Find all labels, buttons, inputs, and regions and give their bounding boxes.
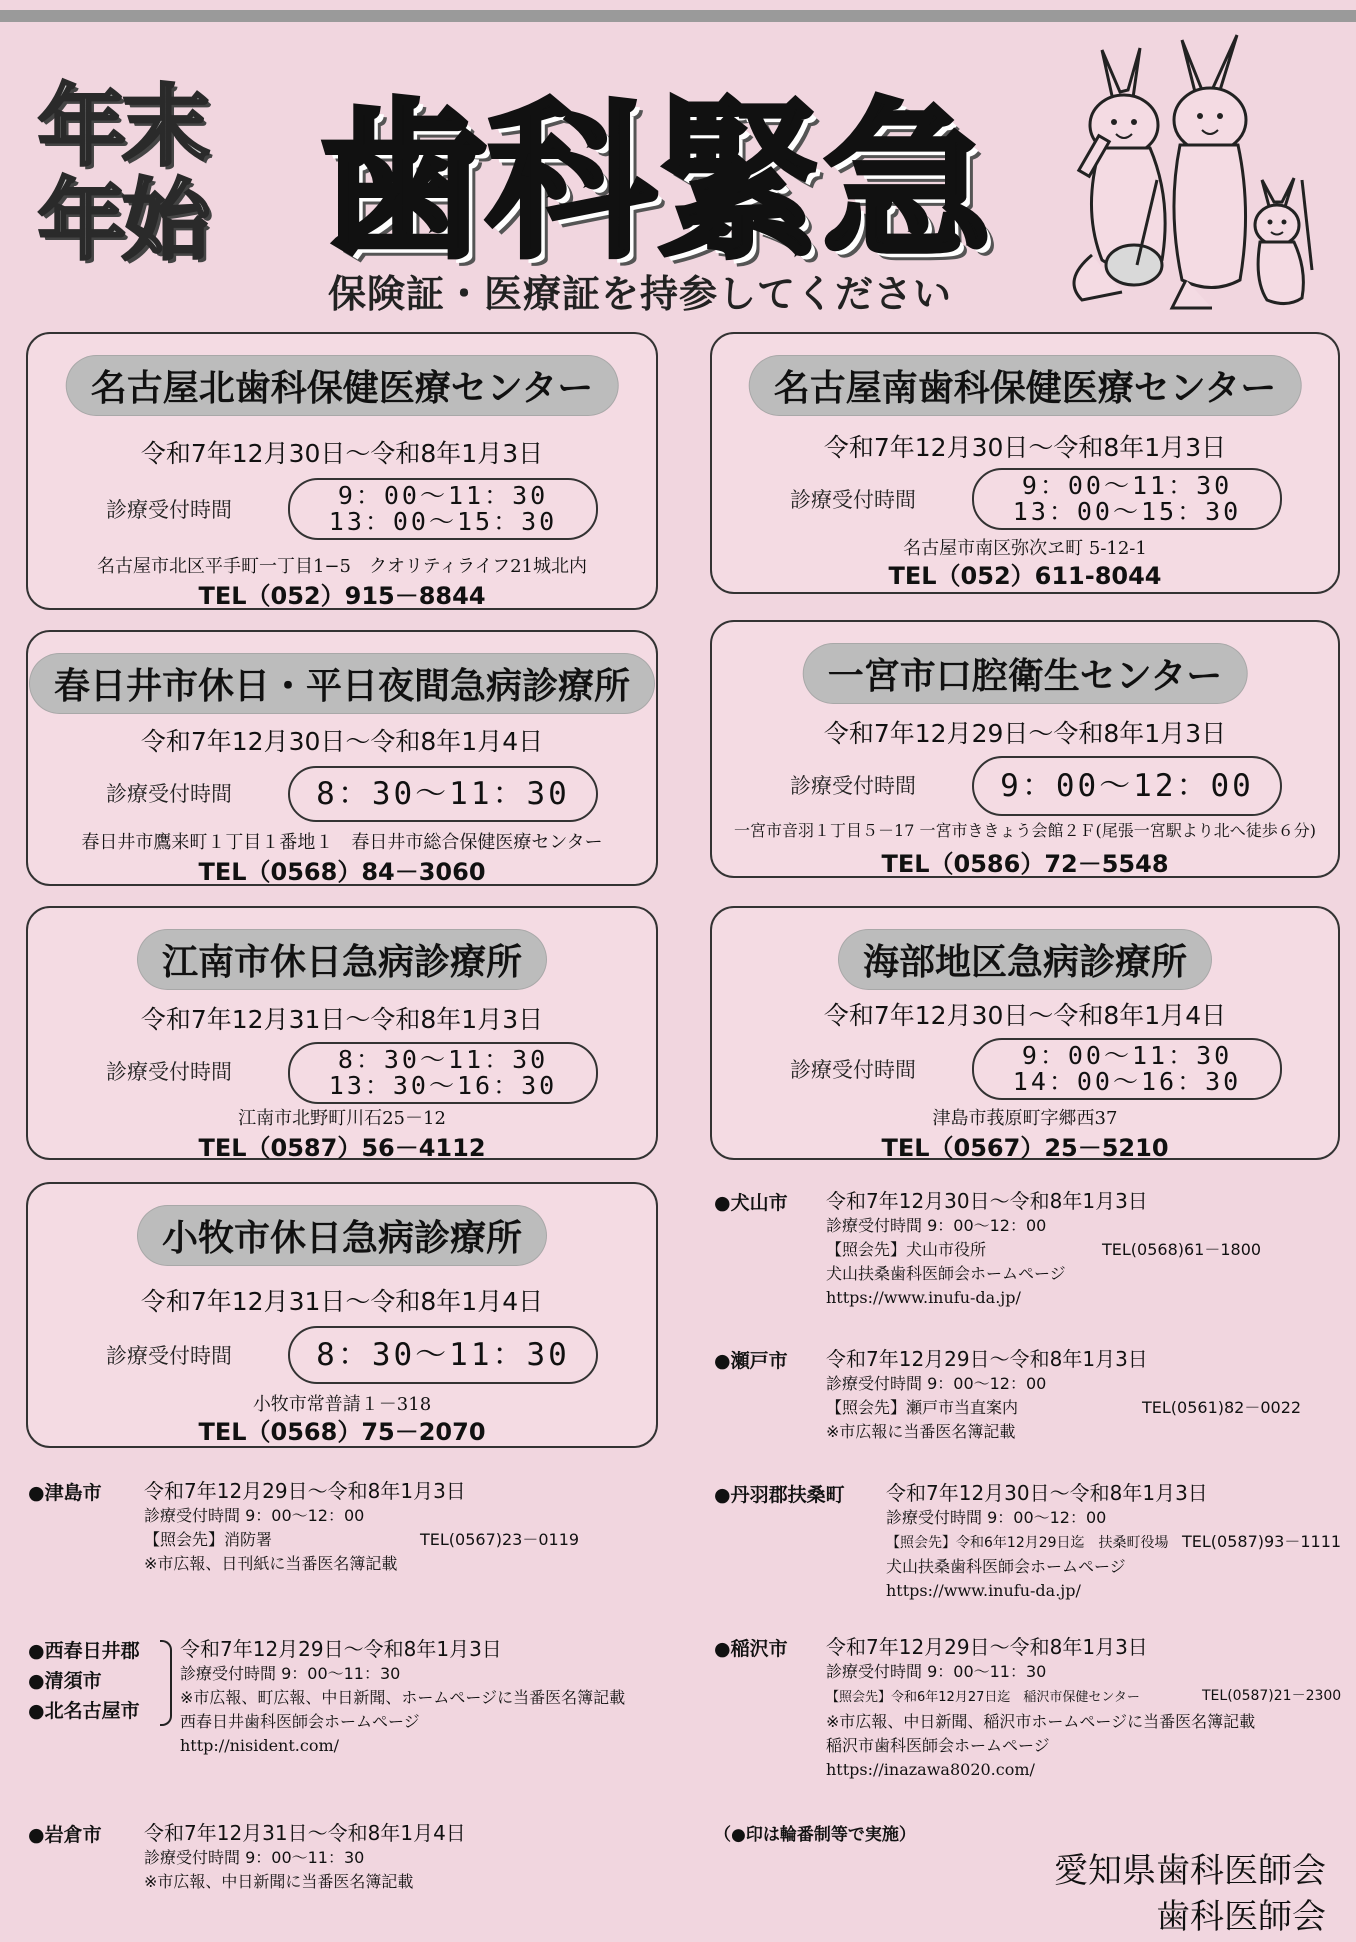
footer-org-2: 歯科医師会 bbox=[1156, 1897, 1326, 1937]
clinic-address: 江南市北野町川石25－12 bbox=[238, 1108, 446, 1129]
hours-label: 診療受付時間 bbox=[790, 1058, 916, 1082]
city-url[interactable]: https://inazawa8020.com/ bbox=[826, 1760, 1035, 1779]
hours-pill bbox=[288, 478, 598, 540]
hours-slot-2: 14：00～16：30 bbox=[1012, 1067, 1242, 1096]
clinic-card-kasugai bbox=[26, 630, 658, 886]
hours-slot-1: 8：30～11：30 bbox=[337, 1045, 549, 1074]
city-tel: TEL(0561)82－0022 bbox=[1142, 1398, 1302, 1417]
clinic-name: 海部地区急病診療所 bbox=[839, 930, 1211, 989]
hours-pill bbox=[972, 756, 1282, 816]
clinic-tel: TEL（052）915－8844 bbox=[198, 582, 486, 610]
city-inuyama bbox=[714, 1188, 1334, 1318]
hours-label: 診療受付時間 bbox=[790, 488, 916, 512]
footer-organization bbox=[1054, 1848, 1326, 1940]
city-hours: 診療受付時間 9：00～11：30 bbox=[826, 1662, 1047, 1681]
clinic-name: 名古屋北歯科保健医療センター bbox=[67, 356, 618, 415]
clinic-tel: TEL（0568）75－2070 bbox=[198, 1418, 486, 1446]
hours-slot-1: 9：00～11：30 bbox=[1021, 1041, 1233, 1070]
hours-slot-2: 13：00～15：30 bbox=[1012, 497, 1242, 526]
city-hours: 診療受付時間 9：00～11：30 bbox=[180, 1664, 401, 1683]
clinic-dates: 令和7年12月31日～令和8年1月4日 bbox=[140, 1287, 544, 1316]
city-name-kiyosu: ●清須市 bbox=[28, 1670, 102, 1692]
clinic-card-konan bbox=[26, 906, 658, 1160]
clinic-address: 名古屋市北区平手町一丁目1−5 クオリティライフ21城北内 bbox=[96, 556, 587, 577]
city-fuso bbox=[714, 1480, 1354, 1610]
clinic-address: 津島市莪原町字郷西37 bbox=[932, 1108, 1118, 1129]
page-subtitle: 保険証・医療証を持参してください bbox=[328, 272, 953, 316]
city-extra: ※市広報、中日新聞に当番医名簿記載 bbox=[144, 1872, 414, 1891]
city-nishikasugai-group bbox=[28, 1636, 668, 1766]
city-extra: 犬山扶桑歯科医師会ホームページ bbox=[886, 1557, 1126, 1576]
clinic-tel: TEL（052）611-8044 bbox=[888, 562, 1162, 590]
clinic-name: 小牧市休日急病診療所 bbox=[138, 1206, 546, 1265]
city-hours: 診療受付時間 9：00～12：00 bbox=[826, 1374, 1047, 1393]
rotation-note: （●印は輪番制等で実施） bbox=[714, 1825, 916, 1845]
clinic-card-ichinomiya bbox=[710, 620, 1340, 878]
hours-slot-1: 9：00～12：00 bbox=[1000, 768, 1254, 804]
city-name: ●丹羽郡扶桑町 bbox=[714, 1484, 845, 1506]
city-tsushima bbox=[28, 1478, 668, 1588]
clinic-tel: TEL（0568）84－3060 bbox=[198, 858, 486, 886]
city-extra: ※市広報に当番医名簿記載 bbox=[826, 1422, 1016, 1441]
city-iwakura bbox=[28, 1820, 668, 1910]
clinic-dates: 令和7年12月30日～令和8年1月3日 bbox=[823, 433, 1227, 462]
city-name-nishikasugai: ●西春日井郡 bbox=[28, 1640, 140, 1662]
clinic-name: 一宮市口腔衛生センター bbox=[804, 644, 1247, 703]
hours-pill bbox=[972, 468, 1282, 530]
hours-slot-1: 9：00～11：30 bbox=[337, 481, 549, 510]
city-contact: 【照会先】犬山市役所 bbox=[826, 1240, 987, 1259]
hours-label: 診療受付時間 bbox=[790, 774, 916, 798]
city-dates: 令和7年12月30日～令和8年1月3日 bbox=[826, 1189, 1148, 1213]
city-name-kitanagoya: ●北名古屋市 bbox=[28, 1700, 140, 1722]
hours-slot-2: 13：30～16：30 bbox=[328, 1071, 558, 1100]
city-dates: 令和7年12月31日～令和8年1月4日 bbox=[144, 1821, 466, 1845]
city-seto bbox=[714, 1346, 1334, 1456]
clinic-dates: 令和7年12月30日～令和8年1月4日 bbox=[823, 1001, 1227, 1030]
clinic-dates: 令和7年12月30日～令和8年1月3日 bbox=[140, 439, 544, 468]
hours-slot-2: 13：00～15：30 bbox=[328, 507, 558, 536]
hours-pill bbox=[288, 766, 598, 822]
clinic-address: 小牧市常普請１－318 bbox=[252, 1394, 432, 1415]
city-hours: 診療受付時間 9：00～12：00 bbox=[886, 1508, 1107, 1527]
clinic-name: 名古屋南歯科保健医療センター bbox=[750, 356, 1301, 415]
city-extra-1: ※市広報、町広報、中日新聞、ホームページに当番医名簿記載 bbox=[180, 1688, 626, 1707]
city-tel: TEL(0587)93－1111 bbox=[1182, 1532, 1342, 1551]
city-tel: TEL(0567)23－0119 bbox=[420, 1530, 580, 1549]
city-dates: 令和7年12月29日～令和8年1月3日 bbox=[144, 1479, 466, 1503]
city-extra: ※市広報、日刊紙に当番医名簿記載 bbox=[144, 1554, 398, 1573]
city-name: ●稲沢市 bbox=[714, 1638, 788, 1660]
city-dates: 令和7年12月29日～令和8年1月3日 bbox=[180, 1637, 502, 1661]
city-name: ●津島市 bbox=[28, 1482, 102, 1504]
hours-pill bbox=[972, 1038, 1282, 1100]
page-title: 歯科緊急 bbox=[318, 84, 991, 282]
clinic-tel: TEL（0567）25－5210 bbox=[881, 1134, 1169, 1162]
clinic-tel: TEL（0587）56－4112 bbox=[198, 1134, 486, 1162]
city-contact: 【照会先】令和6年12月27日迄 稲沢市保健センター bbox=[826, 1690, 1140, 1705]
clinic-card-nagoya-minami bbox=[710, 332, 1340, 594]
group-bracket bbox=[160, 1640, 172, 1726]
city-dates: 令和7年12月30日～令和8年1月3日 bbox=[886, 1481, 1208, 1505]
nenmatsu-line-1: 年末 bbox=[38, 75, 207, 178]
clinic-card-ama bbox=[710, 906, 1340, 1160]
city-name: ●岩倉市 bbox=[28, 1824, 102, 1846]
city-contact: 【照会先】消防署 bbox=[144, 1530, 273, 1549]
hours-label: 診療受付時間 bbox=[106, 782, 232, 806]
clinic-name: 江南市休日急病診療所 bbox=[138, 930, 546, 989]
city-url[interactable]: https://www.inufu-da.jp/ bbox=[886, 1581, 1081, 1600]
city-extra: 犬山扶桑歯科医師会ホームページ bbox=[826, 1264, 1066, 1283]
top-border bbox=[0, 10, 1356, 22]
city-extra-1: ※市広報、中日新聞、稲沢市ホームページに当番医名簿記載 bbox=[826, 1712, 1256, 1731]
city-name: ●瀬戸市 bbox=[714, 1350, 788, 1372]
hours-slot-1: 8：30～11：30 bbox=[316, 1337, 570, 1373]
city-url[interactable]: http://nisident.com/ bbox=[180, 1736, 340, 1755]
city-extra-2: 西春日井歯科医師会ホームページ bbox=[180, 1712, 420, 1731]
hours-pill bbox=[288, 1042, 598, 1104]
kangaroo-mascot-illustration bbox=[1062, 30, 1332, 320]
clinic-dates: 令和7年12月31日～令和8年1月3日 bbox=[140, 1005, 544, 1034]
city-contact: 【照会先】瀬戸市当直案内 bbox=[826, 1398, 1019, 1417]
city-hours: 診療受付時間 9：00～12：00 bbox=[826, 1216, 1047, 1235]
city-extra-2: 稲沢市歯科医師会ホームページ bbox=[826, 1736, 1050, 1755]
city-hours: 診療受付時間 9：00～11：30 bbox=[144, 1848, 365, 1867]
clinic-tel: TEL（0586）72－5548 bbox=[881, 850, 1169, 878]
hours-slot-1: 8：30～11：30 bbox=[316, 776, 570, 812]
clinic-address: 春日井市鷹来町１丁目１番地１ 春日井市総合保健医療センター bbox=[81, 832, 603, 853]
hours-slot-1: 9：00～11：30 bbox=[1021, 471, 1233, 500]
clinic-dates: 令和7年12月29日～令和8年1月3日 bbox=[823, 719, 1227, 748]
clinic-name: 春日井市休日・平日夜間急病診療所 bbox=[30, 654, 654, 713]
city-dates: 令和7年12月29日～令和8年1月3日 bbox=[826, 1635, 1148, 1659]
city-inazawa bbox=[714, 1634, 1354, 1784]
nenmatsu-nenshi-badge bbox=[38, 75, 288, 272]
hours-label: 診療受付時間 bbox=[106, 1060, 232, 1084]
clinic-card-nagoya-kita bbox=[26, 332, 658, 610]
hours-label: 診療受付時間 bbox=[106, 498, 232, 522]
city-hours: 診療受付時間 9：00～12：00 bbox=[144, 1506, 365, 1525]
clinic-address: 名古屋市南区弥次ヱ町 5-12-1 bbox=[903, 538, 1147, 559]
city-tel: TEL(0568)61－1800 bbox=[1102, 1240, 1262, 1259]
clinic-dates: 令和7年12月30日～令和8年1月4日 bbox=[140, 727, 544, 756]
city-dates: 令和7年12月29日～令和8年1月3日 bbox=[826, 1347, 1148, 1371]
hours-pill bbox=[288, 1326, 598, 1384]
footer-org-1: 愛知県歯科医師会 bbox=[1054, 1851, 1326, 1891]
hours-label: 診療受付時間 bbox=[106, 1344, 232, 1368]
city-name: ●犬山市 bbox=[714, 1192, 788, 1214]
city-contact: 【照会先】令和6年12月29日迄 扶桑町役場 bbox=[886, 1535, 1169, 1551]
nenmatsu-line-2: 年始 bbox=[38, 169, 207, 272]
city-tel: TEL(0587)21－2300 bbox=[1202, 1688, 1342, 1704]
clinic-address: 一宮市音羽１丁目５－17 一宮市ききょう会館２Ｆ(尾張一宮駅より北へ徒歩６分) bbox=[734, 821, 1316, 840]
clinic-card-komaki bbox=[26, 1182, 658, 1448]
city-url[interactable]: https://www.inufu-da.jp/ bbox=[826, 1288, 1021, 1307]
